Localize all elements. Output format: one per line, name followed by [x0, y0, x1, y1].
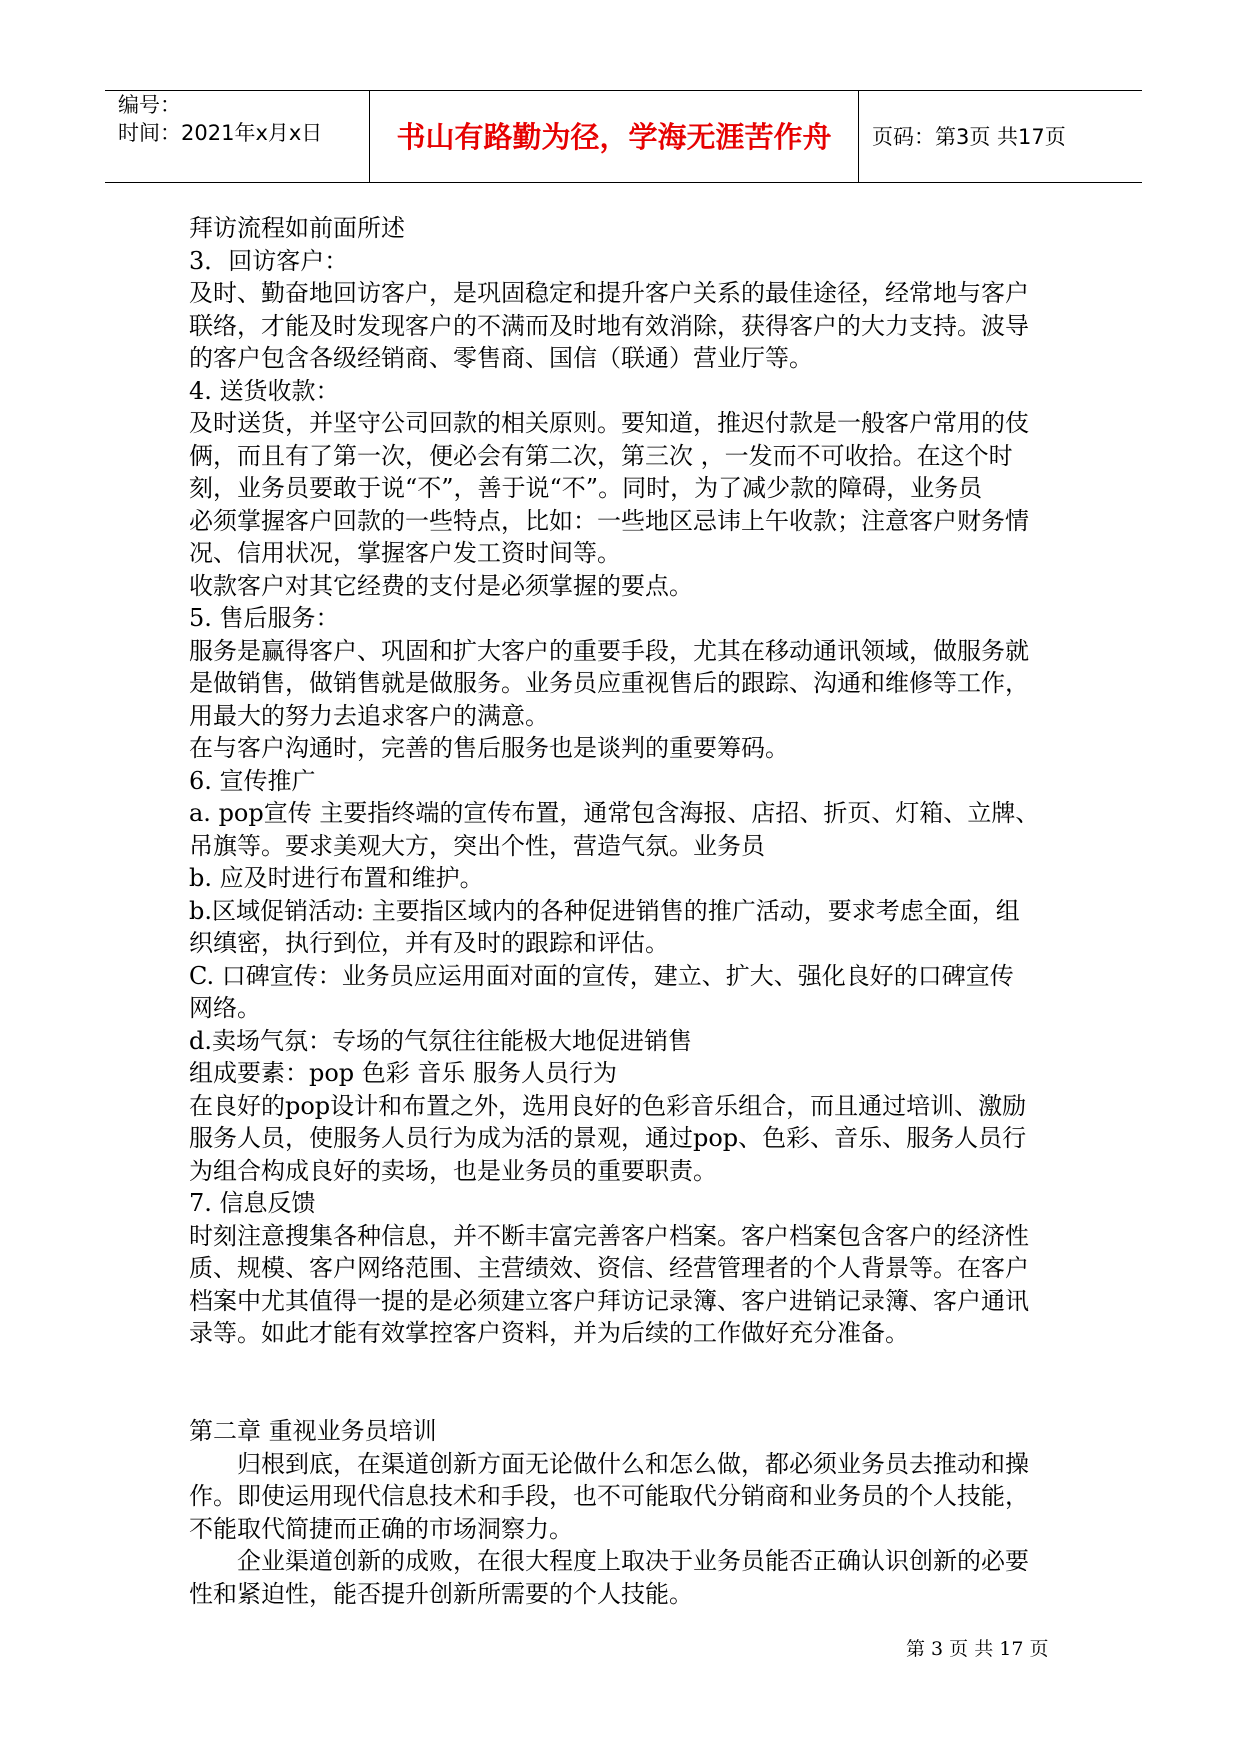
body-line: 在良好的pop设计和布置之外，选用良好的色彩音乐组合，而且通过培训、激励 [189, 1091, 1027, 1120]
body-line: 俩，而且有了第一次，便必会有第二次，第三次 ，一发而不可收拾。在这个时 [189, 441, 1013, 470]
paragraph-line: 性和紧迫性，能否提升创新所需要的个人技能。 [189, 1579, 693, 1608]
body-line: 录等。如此才能有效掌控客户资料，并为后续的工作做好充分准备。 [189, 1319, 909, 1347]
header-serial-label: 编号： [118, 93, 181, 117]
paragraph-line: 作。即使运用现代信息技术和手段，也不可能取代分销商和业务员的个人技能， [189, 1482, 1029, 1510]
body-line: a. pop宣传 主要指终端的宣传布置，通常包含海报、店招、折页、灯箱、立牌、 [189, 799, 1040, 827]
chapter-paragraph [189, 1448, 1029, 1546]
body-text [189, 212, 1039, 1350]
paragraph-line: 归根到底，在渠道创新方面无论做什么和怎么做，都必须业务员去推动和操 [237, 1449, 1029, 1478]
paragraph-line: 企业渠道创新的成败，在很大程度上取决于业务员能否正确认识创新的必要 [237, 1547, 1029, 1575]
header-page-info: 页码：第3页 共17页 [872, 125, 1066, 149]
body-line: 织缜密，执行到位，并有及时的跟踪和评估。 [189, 929, 669, 957]
header-divider-right [858, 90, 859, 183]
footer-page-number: 第 3 页 共 17 页 [906, 1638, 1049, 1660]
body-line: 刻，业务员要敢于说“不”，善于说“不”。同时，为了减少款的障碍，业务员 [189, 474, 983, 502]
body-line: 拜访流程如前面所述 [189, 214, 405, 242]
body-line: C. 口碑宣传：业务员应运用面对面的宣传，建立、扩大、强化良好的口碑宣传 [189, 961, 1014, 990]
body-line: 联络，才能及时发现客户的不满而及时地有效消除，获得客户的大力支持。波导 [189, 311, 1029, 340]
body-line: 网络。 [189, 994, 261, 1022]
chapter-heading: 第二章 重视业务员培训 [189, 1417, 437, 1445]
header-rule-bottom [105, 182, 1142, 183]
body-line: 必须掌握客户回款的一些特点，比如：一些地区忌讳上午收款；注意客户财务情 [189, 506, 1029, 535]
body-line: 5. 售后服务： [189, 604, 340, 632]
body-line: 在与客户沟通时，完善的售后服务也是谈判的重要筹码。 [189, 734, 789, 762]
body-line: 吊旗等。要求美观大方，突出个性，营造气氛。业务员 [189, 831, 765, 860]
body-line: 为组合构成良好的卖场，也是业务员的重要职责。 [189, 1156, 717, 1185]
body-line: 用最大的努力去追求客户的满意。 [189, 701, 549, 730]
body-line: d.卖场气氛：专场的气氛往往能极大地促进销售 [189, 1026, 692, 1055]
header-rule-top [105, 90, 1142, 91]
body-line: 7. 信息反馈 [189, 1189, 316, 1217]
body-line: 3．回访客户： [189, 246, 349, 275]
body-line: 4. 送货收款： [189, 376, 340, 405]
body-line: 组成要素：pop 色彩 音乐 服务人员行为 [189, 1059, 618, 1087]
body-line: 况、信用状况，掌握客户发工资时间等。 [189, 539, 621, 567]
header-date: 时间：2021年x月x日 [118, 121, 323, 145]
body-line: 是做销售，做销售就是做服务。业务员应重视售后的跟踪、沟通和维修等工作， [189, 669, 1029, 697]
body-line: 的客户包含各级经销商、零售商、国信（联通）营业厅等。 [189, 344, 813, 372]
body-line: b. 应及时进行布置和维护。 [189, 864, 484, 892]
chapter-section [189, 1415, 1029, 1610]
chapter-paragraph [189, 1545, 1029, 1610]
body-line: b.区域促销活动: 主要指区域内的各种促进销售的推广活动，要求考虑全面，组 [189, 896, 1020, 925]
body-line: 及时送货，并坚守公司回款的相关原则。要知道，推迟付款是一般客户常用的伎 [189, 409, 1029, 437]
header-motto: 书山有路勤为径，学海无涯苦作舟 [396, 120, 832, 154]
body-line: 6. 宣传推广 [189, 766, 316, 795]
body-line: 档案中尤其值得一提的是必须建立客户拜访记录簿、客户进销记录簿、客户通讯 [189, 1286, 1029, 1315]
paragraph-line: 不能取代简捷而正确的市场洞察力。 [189, 1514, 573, 1543]
body-line: 服务人员，使服务人员行为成为活的景观，通过pop、色彩、音乐、服务人员行 [189, 1124, 1027, 1152]
body-line: 质、规模、客户网络范围、主营绩效、资信、经营管理者的个人背景等。在客户 [189, 1254, 1029, 1282]
body-line: 收款客户对其它经费的支付是必须掌握的要点。 [189, 571, 693, 600]
body-line: 服务是赢得客户、巩固和扩大客户的重要手段，尤其在移动通讯领域，做服务就 [189, 636, 1029, 665]
body-line: 及时、勤奋地回访客户，是巩固稳定和提升客户关系的最佳途径，经常地与客户 [189, 279, 1029, 307]
body-line: 时刻注意搜集各种信息，并不断丰富完善客户档案。客户档案包含客户的经济性 [189, 1221, 1029, 1250]
